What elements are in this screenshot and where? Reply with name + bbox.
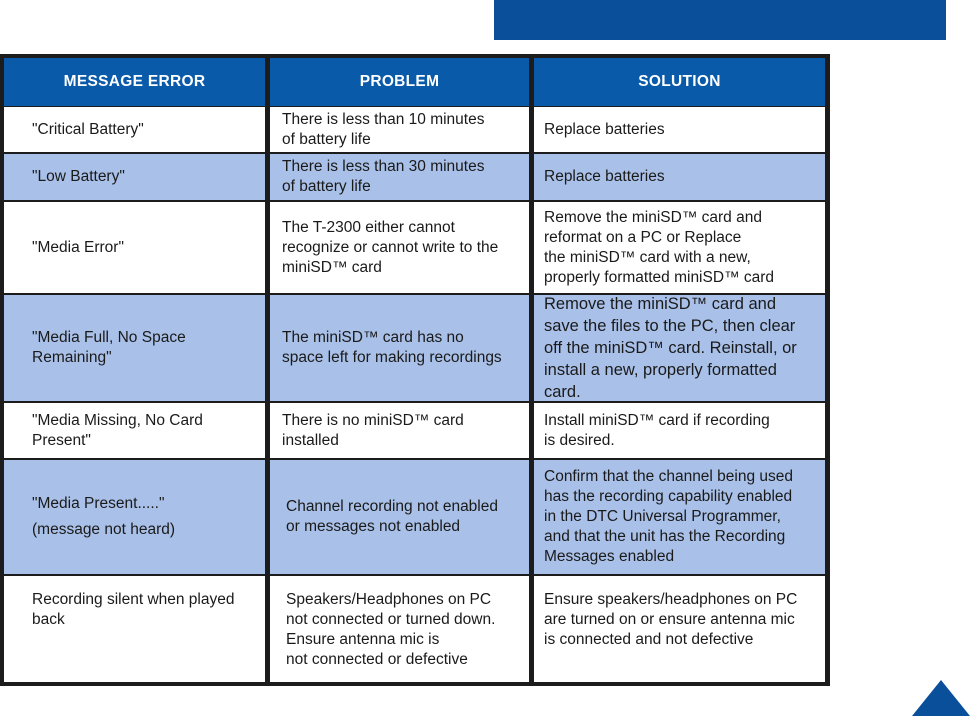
table-row-error: "Media Error": [4, 202, 265, 293]
header-solution: SOLUTION: [534, 58, 825, 106]
error-text: "Media Present.....": [32, 495, 165, 512]
table-row-solution: Install miniSD™ card if recording is desired.: [534, 403, 825, 458]
table-row-solution: Ensure speakers/headphones on PC are turned on or ensure antenna mic is connected and not defective: [534, 576, 825, 682]
table-row-solution: Remove the miniSD™ card and reformat on a PC or Replace the miniSD™ card with a new, properly formatted miniSD™ card: [534, 202, 825, 293]
table-row-error: Recording silent when played back: [4, 576, 265, 682]
table-row-solution: Replace batteries: [534, 107, 825, 152]
table-row-problem: There is less than 30 minutes of battery life: [270, 154, 529, 200]
table-row-error: "Media Missing, No Card Present": [4, 403, 265, 458]
table-row-solution: Replace batteries: [534, 154, 825, 200]
up-triangle-icon[interactable]: [912, 680, 970, 716]
table-row-problem: The T-2300 either cannot recognize or cannot write to the miniSD™ card: [270, 202, 529, 293]
table-row-solution: Confirm that the channel being used has the recording capability enabled in the DTC Universal Programmer, and that the unit has the Recording Messages enabled: [534, 460, 825, 574]
table-row-problem: There is less than 10 minutes of battery life: [270, 107, 529, 152]
table-row-error: "Critical Battery": [4, 107, 265, 152]
error-table: [0, 54, 830, 686]
table-row-problem: Speakers/Headphones on PC not connected or turned down. Ensure antenna mic is not connected or defective: [270, 576, 529, 682]
table-row-problem: Channel recording not enabled or messages not enabled: [270, 460, 529, 574]
top-banner-bar: [494, 0, 946, 40]
header-problem: PROBLEM: [270, 58, 529, 106]
error-subtext: (message not heard): [32, 521, 176, 538]
table-row-problem: The miniSD™ card has no space left for making recordings: [270, 295, 529, 401]
table-row-error: "Media Full, No Space Remaining": [4, 295, 265, 401]
header-message-error: MESSAGE ERROR: [4, 58, 265, 106]
table-row-problem: There is no miniSD™ card installed: [270, 403, 529, 458]
table-row-solution: Remove the miniSD™ card and save the files to the PC, then clear off the miniSD™ card. Reinstall, or install a new, properly formatted card.: [534, 295, 825, 401]
table-row-error: [4, 460, 265, 574]
table-row-error: "Low Battery": [4, 154, 265, 200]
